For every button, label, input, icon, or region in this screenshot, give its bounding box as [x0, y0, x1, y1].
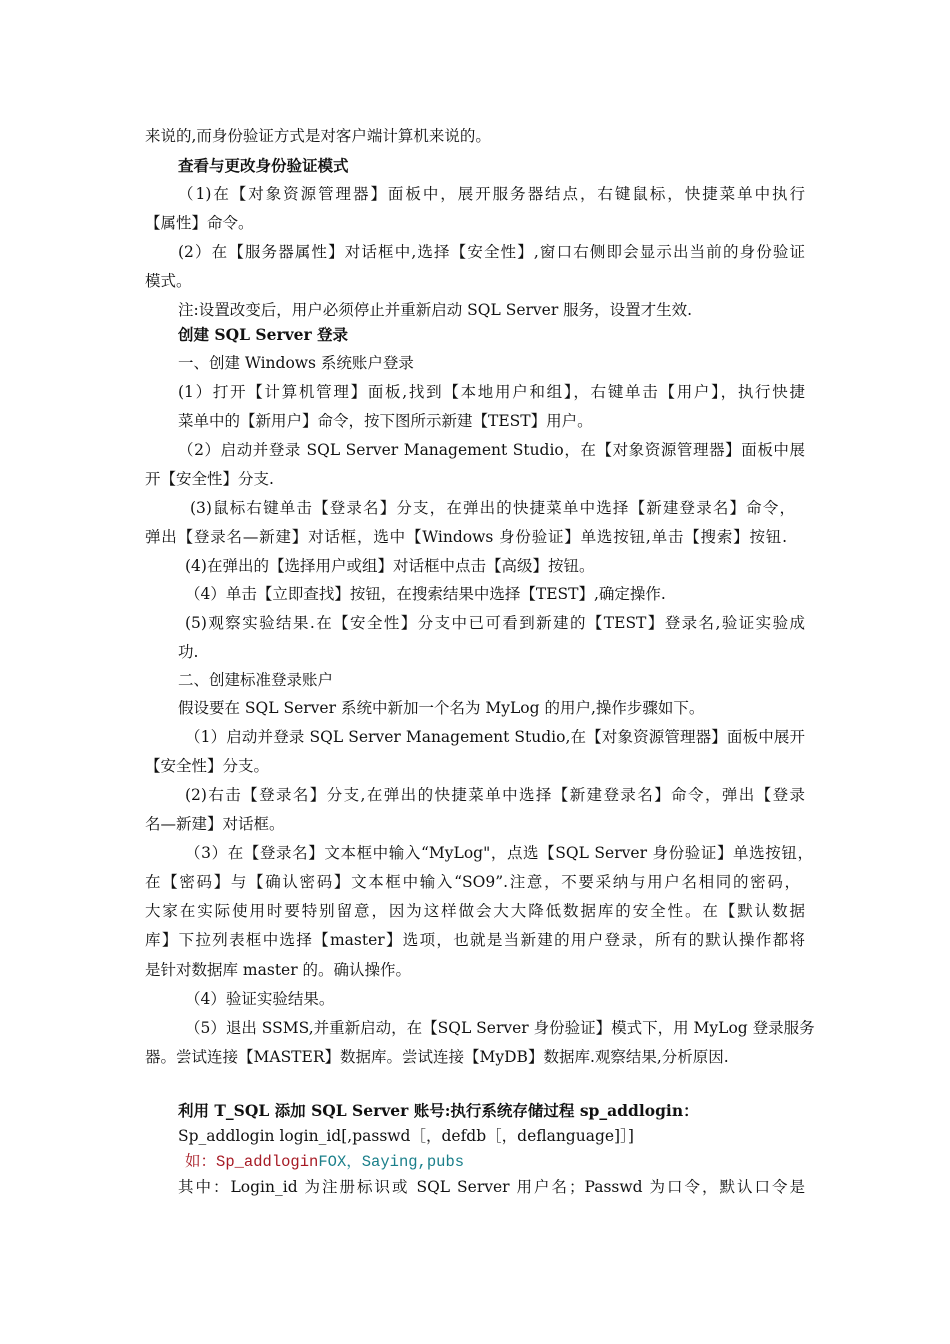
paragraph-line: 开【安全性】分支.	[145, 470, 274, 488]
section-heading: 利用 T_SQL 添加 SQL Server 账号:执行系统存储过程 sp_addlogin：	[178, 1101, 699, 1120]
paragraph-line: 器。尝试连接【MASTER】数据库。尝试连接【MyDB】数据库.观察结果,分析原因.	[145, 1048, 729, 1066]
paragraph-line: (2)右击【登录名】分支,在弹出的快捷菜单中选择【新建登录名】命令，弹出【登录	[185, 786, 805, 804]
paragraph-line: 【属性】命令。	[145, 214, 254, 232]
paragraph-line: 功.	[178, 643, 199, 661]
syntax-line: Sp_addlogin login_id[,passwd［，defdb［，deflanguage]］]	[178, 1127, 634, 1145]
paragraph-line: 假设要在 SQL Server 系统中新加一个名为 MyLog 的用户,操作步骤如下。	[178, 699, 705, 717]
paragraph-line: （4）单击【立即查找】按钮，在搜索结果中选择【TEST】,确定操作.	[185, 585, 666, 603]
paragraph-line: 模式。	[145, 272, 192, 290]
paragraph-line: （1）启动并登录 SQL Server Management Studio,在【对象资源管理器】面板中展开	[185, 728, 805, 746]
subsection-heading: 一、创建 Windows 系统账户登录	[178, 354, 414, 372]
subsection-heading: 二、创建标准登录账户	[178, 671, 334, 689]
example-arguments: FOX，Saying,pubs	[318, 1153, 465, 1171]
paragraph-line: （5）退出 SSMS,并重新启动，在【SQL Server 身份验证】模式下，用 MyLog 登录服务	[185, 1019, 815, 1037]
section-heading: 查看与更改身份验证模式	[178, 156, 349, 175]
example-line	[185, 1151, 464, 1172]
paragraph-line: （1)在【对象资源管理器】面板中，展开服务器结点，右键鼠标，快捷菜单中执行	[178, 185, 805, 203]
paragraph-line: (3)鼠标右键单击【登录名】分支，在弹出的快捷菜单中选择【新建登录名】命令，	[190, 499, 795, 517]
paragraph-line: （4）验证实验结果。	[185, 990, 335, 1008]
paragraph-line: 其中：Login_id 为注册标识或 SQL Server 用户名；Passwd 为口令，默认口令是	[178, 1178, 805, 1196]
paragraph-line: (5)观察实验结果.在【安全性】分支中已可看到新建的【TEST】登录名,验证实验成	[185, 614, 805, 632]
paragraph-line: (1）打开【计算机管理】面板,找到【本地用户和组】，右键单击【用户】，执行快捷	[178, 383, 805, 401]
paragraph-line: （3）在【登录名】文本框中输入“MyLog"，点选【SQL Server 身份验证】单选按钮，	[185, 844, 813, 862]
example-procedure: Sp_addlogin	[216, 1153, 319, 1171]
paragraph-line: (4)在弹出的【选择用户或组】对话框中点击【高级】按钮。	[185, 557, 595, 575]
note-line: 注:设置改变后，用户必须停止并重新启动 SQL Server 服务，设置才生效.	[178, 301, 693, 319]
paragraph-line: 【安全性】分支。	[145, 757, 270, 775]
paragraph-line: 名—新建】对话框。	[145, 815, 285, 833]
paragraph-line: 来说的,而身份验证方式是对客户端计算机来说的。	[145, 127, 491, 145]
paragraph-line: （2）启动并登录 SQL Server Management Studio，在【对象资源管理器】面板中展	[178, 441, 805, 459]
paragraph-line: 大家在实际使用时要特别留意，因为这样做会大大降低数据库的安全性。在【默认数据	[145, 902, 805, 920]
section-heading: 创建 SQL Server 登录	[178, 325, 349, 344]
paragraph-line: (2）在【服务器属性】对话框中,选择【安全性】,窗口右侧即会显示出当前的身份验证	[178, 243, 805, 261]
paragraph-line: 是针对数据库 master 的。确认操作。	[145, 961, 412, 979]
paragraph-line: 菜单中的【新用户】命令，按下图所示新建【TEST】用户。	[178, 412, 593, 430]
paragraph-line: 在【密码】与【确认密码】文本框中输入“SO9”.注意，不要采纳与用户名相同的密码，	[145, 873, 800, 891]
example-prefix: 如：	[185, 1152, 217, 1170]
paragraph-line: 库】下拉列表框中选择【master】选项，也就是当新建的用户登录，所有的默认操作都将	[145, 931, 805, 949]
paragraph-line: 弹出【登录名—新建】对话框，选中【Windows 身份验证】单选按钮,单击【搜索】按钮.	[145, 528, 787, 546]
